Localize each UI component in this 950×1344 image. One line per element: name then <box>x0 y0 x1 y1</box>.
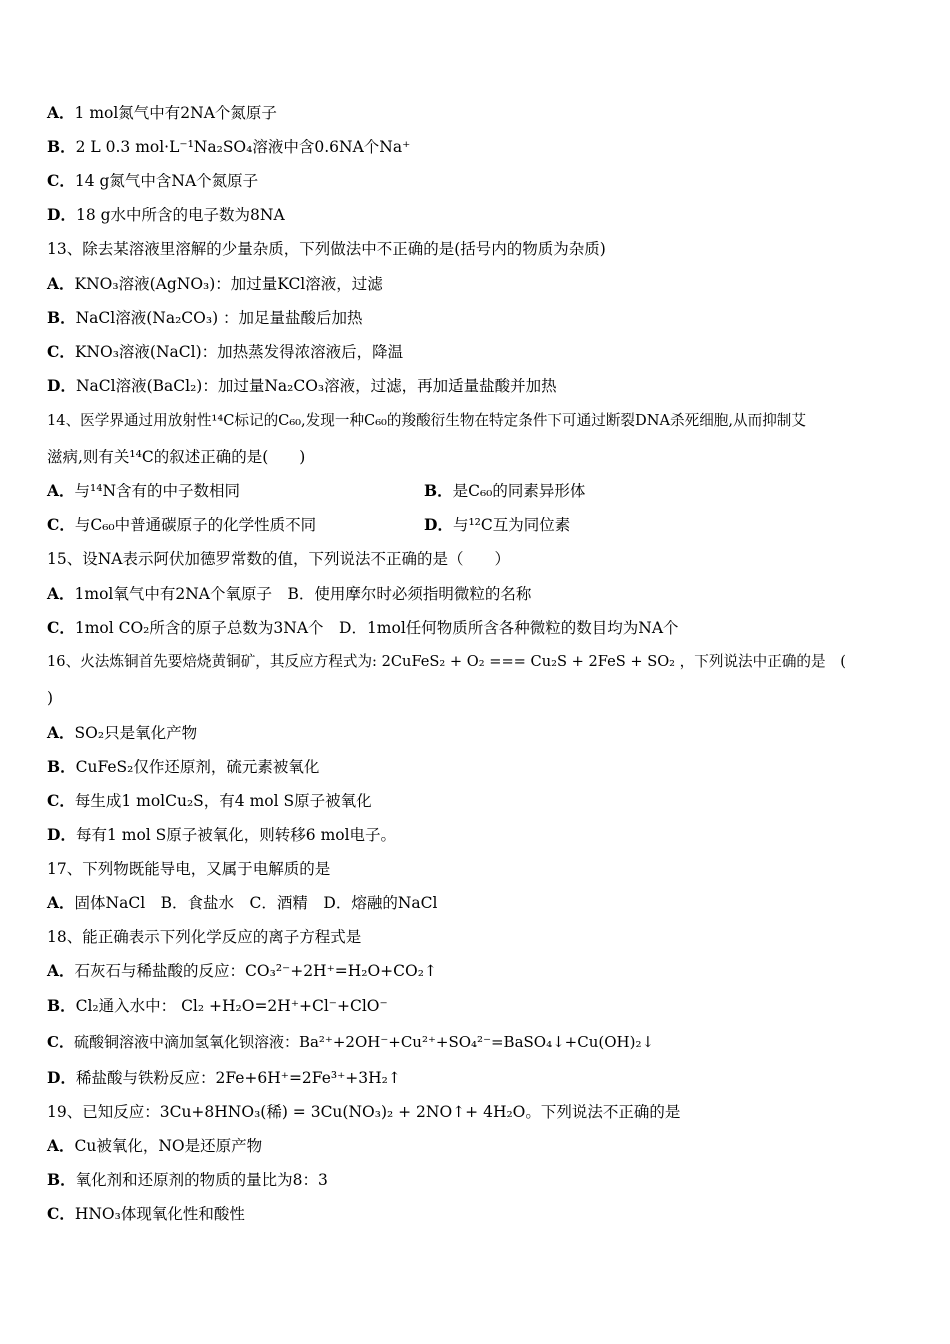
option-line: D．18 g水中所含的电子数为8NA <box>47 205 285 224</box>
option-line: C．与C₆₀中普通碳原子的化学性质不同 D．与¹²C互为同位素 <box>47 515 571 534</box>
option-line: C．每生成1 molCu₂S，有4 mol S原子被氧化 <box>47 791 372 810</box>
question-line: 17、下列物既能导电，又属于电解质的是 <box>47 860 331 878</box>
option-line: B．2 L 0.3 mol·L⁻¹Na₂SO₄溶液中含0.6NA个Na⁺ <box>47 137 411 156</box>
option-line: D．每有1 mol S原子被氧化，则转移6 mol电子。 <box>47 825 397 844</box>
question-line: 15、设NA表示阿伏加德罗常数的值，下列说法不正确的是（ ） <box>47 550 510 568</box>
option-line: C．14 g氮气中含NA个氮原子 <box>47 171 259 190</box>
option-line: C．HNO₃体现氧化性和酸性 <box>47 1204 245 1223</box>
option-line: B．氧化剂和还原剂的物质的量比为8：3 <box>47 1170 328 1189</box>
question-line: 滋病,则有关¹⁴C的叙述正确的是( ) <box>47 448 306 466</box>
option-line: A．Cu被氧化，NO是还原产物 <box>47 1136 263 1155</box>
option-line: D．NaCl溶液(BaCl₂)：加过量Na₂CO₃溶液，过滤，再加适量盐酸并加热 <box>47 376 557 395</box>
option-line: D．稀盐酸与铁粉反应：2Fe+6H⁺=2Fe³⁺+3H₂↑ <box>47 1068 401 1087</box>
option-line: B．CuFeS₂仅作还原剂，硫元素被氧化 <box>47 757 320 776</box>
question-line: 14、医学界通过用放射性¹⁴C标记的C₆₀,发现一种C₆₀的羧酸衍生物在特定条件下可通过断裂DNA杀死细胞,从而抑制艾 <box>47 412 806 429</box>
question-line: 19、已知反应：3Cu+8HNO₃(稀) = 3Cu(NO₃)₂ + 2NO↑+ 4H₂O。下列说法不正确的是 <box>47 1103 681 1121</box>
option-line: B．Cl₂通入水中： Cl₂ +H₂O=2H⁺+Cl⁻+ClO⁻ <box>47 996 388 1015</box>
option-line: C．1mol CO₂所含的原子总数为3NA个 D．1mol任何物质所含各种微粒的数目均为NA个 <box>47 618 679 637</box>
option-line: A．固体NaCl B．食盐水 C．酒精 D．熔融的NaCl <box>47 893 438 912</box>
question-line: 16、火法炼铜首先要焙烧黄铜矿，其反应方程式为: 2CuFeS₂ + O₂ === Cu₂S + 2FeS + SO₂ ，下列说法中正确的是 ( <box>47 653 846 670</box>
option-line: B．NaCl溶液(Na₂CO₃) ：加足量盐酸后加热 <box>47 308 363 327</box>
option-line: A．石灰石与稀盐酸的反应：CO₃²⁻+2H⁺=H₂O+CO₂↑ <box>47 961 437 980</box>
option-line: A．KNO₃溶液(AgNO₃)：加过量KCl溶液，过滤 <box>47 274 383 293</box>
option-line: C．硫酸铜溶液中滴加氢氧化钡溶液：Ba²⁺+2OH⁻+Cu²⁺+SO₄²⁻=BaSO₄↓+Cu(OH)₂↓ <box>47 1033 655 1051</box>
question-line: ) <box>47 689 54 707</box>
option-line: A．1mol氧气中有2NA个氧原子 B．使用摩尔时必须指明微粒的名称 <box>47 584 532 603</box>
option-line: C．KNO₃溶液(NaCl)：加热蒸发得浓溶液后，降温 <box>47 342 404 361</box>
option-line: A．与¹⁴N含有的中子数相同 B．是C₆₀的同素异形体 <box>47 481 586 500</box>
option-line: A．SO₂只是氧化产物 <box>47 723 198 742</box>
question-line: 13、除去某溶液里溶解的少量杂质，下列做法中不正确的是(括号内的物质为杂质) <box>47 240 606 258</box>
question-line: 18、能正确表示下列化学反应的离子方程式是 <box>47 928 362 946</box>
option-line: A．1 mol氮气中有2NA个氮原子 <box>47 103 277 122</box>
